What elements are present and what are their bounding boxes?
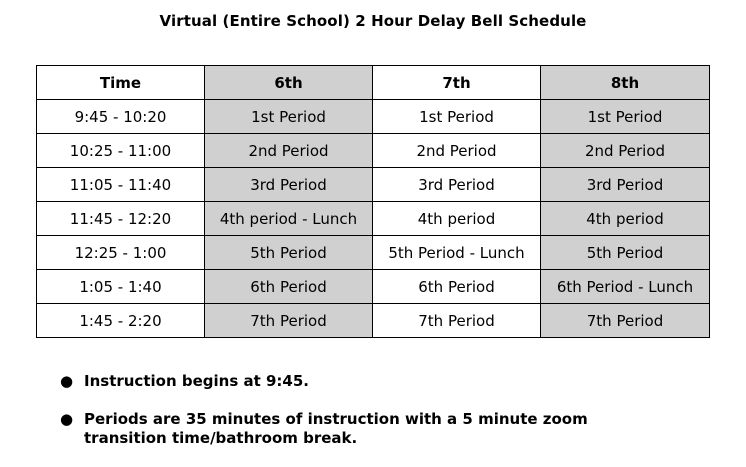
grade-8-cell: 3rd Period — [541, 168, 710, 202]
grade-7-cell: 2nd Period — [373, 134, 541, 168]
note-item — [54, 410, 654, 448]
notes-list — [54, 372, 654, 467]
table-row — [37, 270, 710, 304]
grade-7-cell: 3rd Period — [373, 168, 541, 202]
header-7th: 7th — [373, 66, 541, 100]
bell-schedule-table — [36, 65, 710, 338]
grade-6-cell: 2nd Period — [205, 134, 373, 168]
grade-8-cell: 1st Period — [541, 100, 710, 134]
time-cell: 11:45 - 12:20 — [37, 202, 205, 236]
grade-6-cell: 7th Period — [205, 304, 373, 338]
grade-7-cell: 7th Period — [373, 304, 541, 338]
time-cell: 9:45 - 10:20 — [37, 100, 205, 134]
grade-7-cell: 1st Period — [373, 100, 541, 134]
time-cell: 12:25 - 1:00 — [37, 236, 205, 270]
table-row — [37, 236, 710, 270]
grade-6-cell: 3rd Period — [205, 168, 373, 202]
grade-8-cell: 5th Period — [541, 236, 710, 270]
table-header-row — [37, 66, 710, 100]
bullet-icon: ● — [60, 372, 74, 390]
header-6th: 6th — [205, 66, 373, 100]
grade-6-cell: 5th Period — [205, 236, 373, 270]
page-title: Virtual (Entire School) 2 Hour Delay Bell Schedule — [159, 12, 587, 30]
grade-6-cell: 6th Period — [205, 270, 373, 304]
grade-8-cell: 4th period — [541, 202, 710, 236]
grade-8-cell: 6th Period - Lunch — [541, 270, 710, 304]
grade-7-cell: 5th Period - Lunch — [373, 236, 541, 270]
note-item — [54, 372, 654, 391]
grade-8-cell: 7th Period — [541, 304, 710, 338]
time-cell: 10:25 - 11:00 — [37, 134, 205, 168]
grade-8-cell: 2nd Period — [541, 134, 710, 168]
table-row — [37, 134, 710, 168]
note-text: Instruction begins at 9:45. — [84, 372, 309, 390]
header-8th: 8th — [541, 66, 710, 100]
header-time: Time — [37, 66, 205, 100]
table-row — [37, 168, 710, 202]
time-cell: 1:45 - 2:20 — [37, 304, 205, 338]
table-row — [37, 100, 710, 134]
grade-6-cell: 4th period - Lunch — [205, 202, 373, 236]
time-cell: 1:05 - 1:40 — [37, 270, 205, 304]
bullet-icon: ● — [60, 410, 74, 428]
table-row — [37, 202, 710, 236]
time-cell: 11:05 - 11:40 — [37, 168, 205, 202]
grade-7-cell: 4th period — [373, 202, 541, 236]
grade-7-cell: 6th Period — [373, 270, 541, 304]
grade-6-cell: 1st Period — [205, 100, 373, 134]
note-text: Periods are 35 minutes of instruction with a 5 minute zoom transition time/bathroom break. — [84, 410, 588, 447]
table-row — [37, 304, 710, 338]
